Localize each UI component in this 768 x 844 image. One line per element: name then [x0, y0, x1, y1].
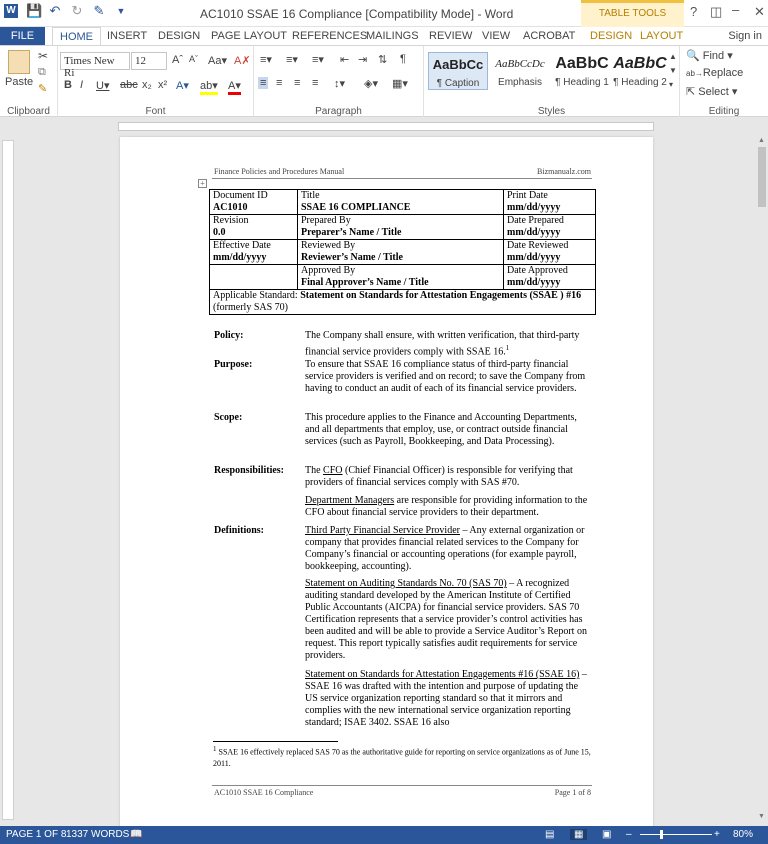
- header-rule: [212, 178, 592, 179]
- style-heading-2[interactable]: [610, 52, 670, 90]
- align-right-icon[interactable]: ≡: [294, 77, 301, 89]
- zoom-slider[interactable]: [640, 834, 712, 835]
- responsibility-cfo[interactable]: The CFO (Chief Financial Officer) is responsible for verifying that providers of financial services comply with SAS #70.: [305, 465, 573, 488]
- web-layout-icon[interactable]: ▣: [602, 829, 612, 840]
- scope-text[interactable]: This procedure applies to the Finance and Accounting Departments, and all departments that employ, use, or contract outside financial services (such as Payroll, Bookkeeping, and Data Processing).: [305, 412, 577, 447]
- table-cell[interactable]: Applicable Standard: Statement on Standards for Attestation Engagements (SSAE ) #16 (formerly SAS 70): [210, 290, 596, 315]
- policy-label: Policy:: [214, 330, 244, 341]
- table-row: [210, 265, 596, 290]
- vertical-scrollbar[interactable]: [756, 135, 768, 825]
- cut-icon[interactable]: ✂: [38, 49, 49, 63]
- tab-mailings[interactable]: MAILINGS: [366, 30, 419, 42]
- copy-icon[interactable]: ⧉: [38, 66, 46, 78]
- table-move-handle-icon[interactable]: +: [198, 179, 207, 188]
- minimize-button[interactable]: –: [732, 2, 740, 17]
- styles-group: [424, 46, 680, 118]
- responsibility-managers[interactable]: Department Managers are responsible for providing information to the CFO about financial service providers to their department.: [305, 495, 588, 518]
- bullets-icon[interactable]: ≡▾: [260, 54, 272, 66]
- horizontal-ruler[interactable]: [0, 117, 768, 135]
- policy-text[interactable]: The Company shall ensure, with written verification, that third-party financial service providers comply with SSAE 16.$^1$: [305, 330, 580, 358]
- align-left-icon[interactable]: ≡: [260, 77, 267, 89]
- editing-group: [680, 46, 768, 118]
- close-button[interactable]: ✕: [754, 4, 765, 19]
- font-size-combobox[interactable]: 12: [131, 52, 167, 70]
- scrollbar-thumb[interactable]: [758, 147, 766, 207]
- scroll-up-icon[interactable]: ▲: [758, 137, 765, 144]
- footer-left: AC1010 SSAE 16 Compliance: [214, 788, 314, 797]
- shading-icon[interactable]: ◈▾: [364, 78, 378, 90]
- numbering-icon[interactable]: ≡▾: [286, 54, 298, 66]
- borders-icon[interactable]: ▦▾: [392, 78, 408, 90]
- replace-icon: ab→: [686, 69, 703, 78]
- definition-third-party[interactable]: Third Party Financial Service Provider – Any external organization or company that provides financial related services to the Company for Company’s financial or accounting operations (for example payroll, bookkeeping, accounting).: [305, 525, 585, 572]
- style-name: ¶ Heading 1: [555, 77, 609, 88]
- vertical-ruler[interactable]: [2, 140, 14, 820]
- tab-home[interactable]: HOME: [52, 27, 101, 45]
- sort-icon[interactable]: ⇅: [378, 54, 388, 66]
- change-case-icon[interactable]: Aa▾: [208, 55, 227, 67]
- definitions-label: Definitions:: [214, 525, 264, 536]
- ribbon-display-options-icon[interactable]: ◫: [710, 4, 723, 19]
- style-sample-text: AaBbCcDc: [495, 58, 545, 70]
- undo-icon[interactable]: ↶: [49, 3, 61, 18]
- style-name: ¶ Heading 2: [613, 77, 667, 88]
- definition-ssae16[interactable]: Statement on Standards for Attestation Engagements #16 (SSAE 16) – SSAE 16 was drafted with the intention and purpose of updating the US service organization reporting standard so that it mirrors and complies with the new international service organization reporting standard; ISAE 3402. SSAE 16 also: [305, 669, 587, 728]
- style-name: Emphasis: [498, 77, 542, 88]
- line-spacing-icon[interactable]: ↕▾: [334, 78, 346, 90]
- scope-label: Scope:: [214, 412, 243, 423]
- tab-insert[interactable]: INSERT: [107, 30, 148, 42]
- footnote[interactable]: $^1$ SSAE 16 effectively replaced SAS 70 as the authoritative guide for reporting on service organizations as of June 15, 2011.: [213, 745, 591, 768]
- word-logo-icon: W: [4, 4, 18, 18]
- style-sample-text: AaBbCc: [432, 57, 484, 72]
- editing-label: Editing: [708, 106, 740, 117]
- ribbon: [0, 45, 768, 117]
- tab-acrobat[interactable]: ACROBAT: [523, 30, 576, 42]
- zoom-in-icon[interactable]: +: [714, 829, 720, 840]
- multilevel-list-icon[interactable]: ≡▾: [312, 54, 324, 66]
- table-cell[interactable]: Effective Date mm/dd/yyyy: [210, 240, 298, 265]
- word-count[interactable]: 1337 WORDS: [66, 829, 130, 840]
- decrease-indent-icon[interactable]: ⇤: [340, 54, 350, 66]
- table-cell[interactable]: [210, 265, 298, 290]
- replace-button[interactable]: [686, 67, 743, 79]
- quick-access-toolbar: [4, 4, 128, 18]
- sign-in-link[interactable]: Sign in: [728, 30, 762, 42]
- tab-file[interactable]: FILE: [0, 27, 45, 45]
- style-sample-text: AaBbC: [613, 55, 667, 72]
- replace-label: Replace: [702, 67, 744, 79]
- tab-references[interactable]: REFERENCES: [292, 30, 368, 42]
- table-cell[interactable]: Title SSAE 16 COMPLIANCE: [298, 190, 504, 215]
- document-control-table: [209, 189, 596, 315]
- strikethrough-icon[interactable]: abc: [120, 79, 138, 91]
- header-right: Bizmanualz.com: [537, 167, 591, 176]
- purpose-text[interactable]: To ensure that SSAE 16 compliance status of third-party financial service providers is verified and on record; to save the Company from having to conduct an audit of each of its financial service providers.: [305, 359, 586, 394]
- style-name: ¶ Caption: [436, 78, 480, 89]
- page-count[interactable]: PAGE 1 OF 8: [6, 829, 67, 840]
- style-emphasis[interactable]: [490, 52, 550, 90]
- footer-right: Page 1 of 8: [554, 788, 591, 797]
- find-button[interactable]: 🔍 Find ▾: [686, 50, 733, 62]
- text-effects-icon[interactable]: A▾: [176, 80, 189, 92]
- find-label: Find: [702, 50, 725, 62]
- style-heading-1[interactable]: [552, 52, 612, 90]
- scroll-down-icon[interactable]: ▼: [758, 813, 765, 820]
- tab-page-layout[interactable]: PAGE LAYOUT: [211, 30, 288, 42]
- styles-label: Styles: [537, 106, 566, 117]
- table-cell[interactable]: Date Prepared mm/dd/yyyy: [504, 215, 596, 240]
- shrink-font-icon[interactable]: Aˇ: [189, 54, 198, 64]
- header-left: Finance Policies and Procedures Manual: [214, 167, 345, 176]
- styles-scroll-icon[interactable]: ▲ ▼ ▾: [669, 52, 677, 89]
- select-icon: ⇱: [686, 86, 696, 98]
- find-icon: 🔍: [686, 50, 700, 62]
- italic-icon[interactable]: I: [80, 79, 84, 91]
- font-name-combobox[interactable]: Times New Ri: [60, 52, 130, 70]
- table-row: [210, 290, 596, 315]
- select-label: Select: [698, 86, 729, 98]
- read-mode-icon[interactable]: ▤: [545, 829, 555, 840]
- title-bar: [0, 0, 768, 27]
- font-label: Font: [145, 106, 166, 117]
- table-row: [210, 240, 596, 265]
- zoom-slider-thumb[interactable]: [660, 830, 663, 839]
- underline-icon[interactable]: U▾: [96, 80, 110, 92]
- footer-rule: [212, 785, 592, 786]
- tab-view[interactable]: VIEW: [482, 30, 511, 42]
- table-tools-label: TABLE TOOLS: [581, 0, 684, 27]
- customize-qat-icon[interactable]: ▼: [116, 6, 126, 16]
- save-icon[interactable]: 💾: [26, 3, 43, 18]
- style-sample-text: AaBbC: [555, 55, 609, 72]
- table-cell[interactable]: Prepared By Preparer’s Name / Title: [298, 215, 504, 240]
- footnote-separator: [213, 741, 338, 742]
- tab-table-layout[interactable]: LAYOUT: [640, 30, 684, 42]
- table-cell[interactable]: Approved By Final Approver’s Name / Title: [298, 265, 504, 290]
- definition-sas70[interactable]: Statement on Auditing Standards No. 70 (SAS 70) – A recognized auditing standard developed by the American Institute of Certified Public Accountants (AICPA) for financial service providers. SAS 70 Certification represents that a service provider’s control activities has been audited and will be able to provide a Service Auditor’s Report on request. This report typically satisfies audit requirements for service providers.: [305, 578, 587, 661]
- clear-formatting-icon[interactable]: A✗: [234, 55, 251, 67]
- table-cell[interactable]: Print Date mm/dd/yyyy: [504, 190, 596, 215]
- paste-button[interactable]: Paste: [5, 76, 34, 88]
- bold-icon[interactable]: B: [64, 79, 72, 91]
- table-cell[interactable]: Date Approved mm/dd/yyyy: [504, 265, 596, 290]
- zoom-out-icon[interactable]: –: [626, 829, 632, 840]
- superscript-icon[interactable]: x²: [158, 79, 168, 91]
- ruler-bar: [118, 122, 654, 131]
- proofing-icon[interactable]: 📖: [130, 829, 143, 840]
- clipboard-label: Clipboard: [7, 106, 50, 117]
- paste-icon[interactable]: [8, 50, 30, 74]
- subscript-icon[interactable]: x₂: [142, 79, 152, 91]
- zoom-level[interactable]: 80%: [733, 829, 754, 840]
- responsibilities-label: Responsibilities:: [214, 465, 285, 476]
- format-painter-icon[interactable]: ✎: [38, 83, 48, 95]
- align-center-icon[interactable]: ≡: [276, 77, 283, 89]
- print-layout-icon[interactable]: ▦: [570, 829, 587, 840]
- highlight-icon[interactable]: ab▾: [200, 79, 218, 95]
- table-cell[interactable]: Revision 0.0: [210, 215, 298, 240]
- ribbon-tabs: [0, 27, 768, 45]
- clipboard-group: [0, 46, 58, 118]
- justify-icon[interactable]: ≡: [312, 77, 319, 89]
- table-cell[interactable]: Date Reviewed mm/dd/yyyy: [504, 240, 596, 265]
- redo-icon[interactable]: ↻: [71, 3, 83, 18]
- tab-design[interactable]: DESIGN: [158, 30, 201, 42]
- table-cell[interactable]: Document ID AC1010: [210, 190, 298, 215]
- paragraph-group: [254, 46, 424, 118]
- help-button[interactable]: ?: [690, 4, 698, 19]
- show-formatting-icon[interactable]: ¶: [400, 53, 406, 65]
- table-row: [210, 215, 596, 240]
- tab-table-design[interactable]: DESIGN: [590, 30, 633, 42]
- status-bar: [0, 826, 768, 844]
- table-row: [210, 190, 596, 215]
- table-cell[interactable]: Reviewed By Reviewer’s Name / Title: [298, 240, 504, 265]
- tab-review[interactable]: REVIEW: [429, 30, 473, 42]
- format-painter-qat-icon[interactable]: ✎: [93, 3, 105, 18]
- font-group: [58, 46, 254, 118]
- grow-font-icon[interactable]: Aˆ: [172, 54, 183, 66]
- paragraph-label: Paragraph: [315, 106, 362, 117]
- document-page[interactable]: [120, 137, 653, 827]
- style-caption[interactable]: [428, 52, 488, 90]
- select-button[interactable]: ⇱ Select ▾: [686, 86, 738, 98]
- window-title: AC1010 SSAE 16 Compliance [Compatibility Mode] - Word: [200, 7, 514, 21]
- purpose-label: Purpose:: [214, 359, 253, 370]
- increase-indent-icon[interactable]: ⇥: [358, 54, 368, 66]
- font-color-icon[interactable]: A▾: [228, 79, 241, 95]
